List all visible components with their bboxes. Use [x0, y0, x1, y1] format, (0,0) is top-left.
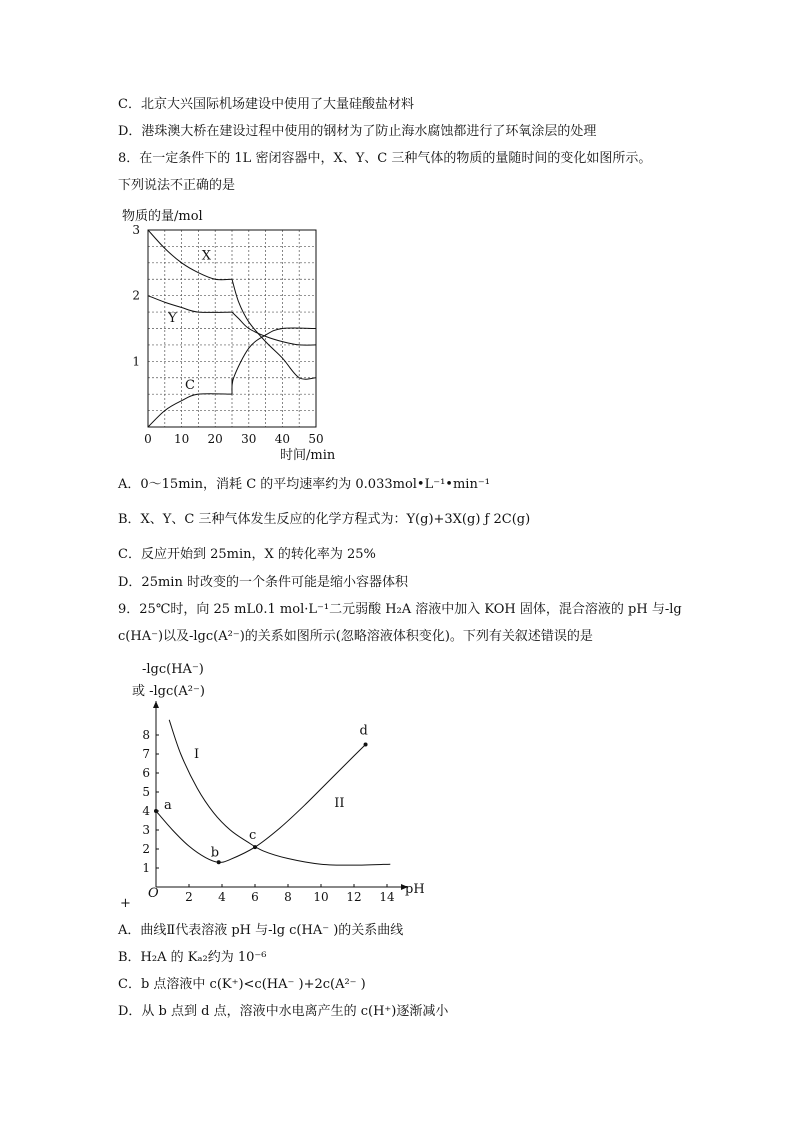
- chart2-series: [156, 720, 390, 865]
- series-line-X: [148, 230, 232, 280]
- q8-stem-line1: 8．在一定条件下的 1L 密闭容器中，X、Y、C 三种气体的物质的量随时间的变化如图所示。: [118, 151, 652, 166]
- chart2-origin: O: [148, 886, 159, 901]
- x-tick-label: 12: [346, 890, 362, 904]
- y-tick-label: 5: [142, 785, 150, 799]
- y-tick-label: 1: [142, 861, 150, 875]
- q8-option-b: B．X、Y、C 三种气体发生反应的化学方程式为：Y(g)+3X(g) ƒ 2C(g): [118, 512, 531, 527]
- point-c: [253, 845, 257, 849]
- point-label-d: d: [359, 723, 368, 739]
- series-line-I: [169, 720, 390, 865]
- q9-stem-line2: c(HA⁻)以及-lgc(A²⁻)的关系如图所示(忽略溶液体积变化)。下列有关叙述错误的是: [118, 629, 593, 644]
- y-tick-label: 6: [142, 766, 150, 780]
- point-d: [364, 743, 368, 747]
- x-tick-label: 2: [185, 890, 193, 904]
- q9-option-a: A．曲线Ⅱ代表溶液 pH 与-lg c(HA⁻ )的关系曲线: [118, 923, 404, 938]
- x-tick-label: 10: [173, 432, 190, 446]
- q8-stem-line2: 下列说法不正确的是: [118, 178, 236, 193]
- y-tick-label: 2: [132, 288, 140, 303]
- q9-stem-line1: 9．25℃时，向 25 mL0.1 mol·L⁻¹二元弱酸 H₂A 溶液中加入 KOH 固体，混合溶液的 pH 与-lg: [118, 602, 682, 617]
- point-label-a: a: [164, 798, 172, 813]
- x-tick-label: 6: [251, 890, 259, 904]
- chart1-curve-labels: [167, 249, 212, 393]
- q9-option-c: C．b 点溶液中 c(K⁺)<c(HA⁻ )+2c(A²⁻ ): [118, 977, 366, 992]
- q9-option-d: D．从 b 点到 d 点，溶液中水电离产生的 c(H⁺)逐渐减小: [118, 1004, 449, 1019]
- x-tick-label: 8: [284, 890, 292, 904]
- y-tick-label: 1: [132, 354, 140, 369]
- chart2-ylabel-line2: 或 -lgc(A²⁻): [132, 684, 205, 699]
- chart2-axes: [153, 701, 408, 890]
- x-tick-label: 4: [218, 890, 226, 904]
- x-tick-label: 0: [144, 432, 152, 446]
- x-tick-label: 30: [241, 432, 257, 446]
- x-tick-label: 14: [379, 890, 395, 904]
- x-tick-label: 20: [207, 432, 223, 446]
- y-tick-label: 8: [142, 728, 150, 742]
- x-tick-label: 10: [313, 890, 329, 904]
- point-a: [154, 809, 158, 813]
- point-b: [217, 860, 221, 864]
- curve-label-Y: Y: [168, 310, 177, 326]
- y-tick-label: 2: [142, 842, 150, 856]
- q7-option-d: D．港珠澳大桥在建设过程中使用的钢材为了防止海水腐蚀都进行了环氧涂层的处理: [118, 124, 597, 139]
- x-tick-label: 40: [274, 432, 291, 446]
- y-axis-arrow: [153, 701, 159, 708]
- series-line-X: [232, 279, 316, 379]
- chart1-xlabel: 时间/min: [280, 448, 336, 463]
- q8-chart: [110, 200, 350, 465]
- curve-label-X: X: [201, 248, 212, 264]
- y-tick-label: 7: [142, 747, 150, 761]
- q7-option-c: C．北京大兴国际机场建设中使用了大量硅酸盐材料: [118, 97, 414, 112]
- chart2-xlabel: pH: [405, 882, 425, 897]
- y-tick-label: 4: [142, 804, 150, 818]
- point-label-c: c: [249, 828, 257, 844]
- chart2-ticks: [142, 728, 395, 904]
- y-tick-label: 3: [132, 223, 140, 237]
- series-line-Y: [148, 296, 232, 313]
- chart2-curve-labels: [194, 747, 345, 811]
- q9-chart: [118, 655, 428, 915]
- chart2-ylabel-line1: -lgc(HA⁻): [142, 662, 204, 677]
- point-label-b: b: [210, 845, 220, 861]
- curve-label-I: I: [193, 746, 200, 762]
- q8-option-d: D．25min 时改变的一个条件可能是缩小容器体积: [118, 575, 408, 590]
- y-tick-label: 3: [142, 823, 150, 837]
- x-tick-label: 50: [308, 432, 324, 446]
- curve-label-C: C: [184, 377, 195, 393]
- q8-option-a: A．0～15min，消耗 C 的平均速率约为 0.033mol•L⁻¹•min⁻¹: [118, 477, 490, 492]
- plus-sign: +: [120, 896, 131, 911]
- q9-option-b: B．H₂A 的 Kₐ₂约为 10⁻⁶: [118, 950, 267, 965]
- curve-label-II: II: [334, 796, 345, 812]
- q8-option-c: C．反应开始到 25min，X 的转化率为 25%: [118, 547, 376, 562]
- chart1-ticks: [132, 223, 323, 446]
- chart1-ylabel: 物质的量/mol: [122, 209, 203, 224]
